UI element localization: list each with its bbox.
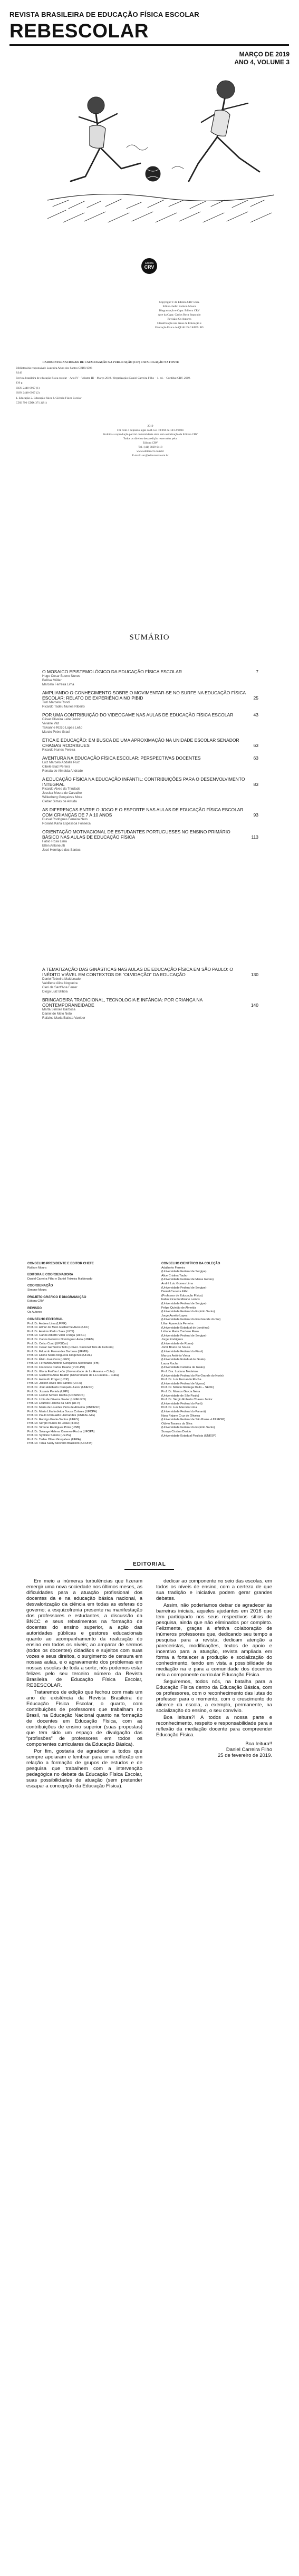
copyright-block: [121, 300, 237, 330]
editorial-title: EDITORIAL: [133, 1561, 166, 1567]
toc-entry-title-row: [42, 712, 258, 717]
board-member: Prof. Dr. Celso Conti (UFSCar): [27, 1342, 68, 1345]
toc-entry-title[interactable]: ÉTICA E EDUCAÇÃO: EM BUSCA DE UMA APROXIMAÇÃO NA UNIDADE ESCOLAR SENADOR CHAGAS RODRIGUES: [42, 738, 239, 748]
board-member: Prof. Dr. Élsio José Corá (UFFS): [27, 1358, 71, 1361]
editorial-paragraph: Trataremos de edição que fechou com mais um ano de existência da Revista Brasileira de Educação Física Escolar, o quarto, com contribuições de professores que trabalham no Brasil, na Educação Nacional quanto na formação de docentes em Educação Física, com as contribuições de ensino superior (suas propostas) que tem sido um espaço de divulgação das “profissões” de professores em todos os componentes curriculares da Educação Básica).: [26, 1689, 142, 1747]
board-member: Prof. Dr. Jailson Alves dos Santos (UFRJ): [27, 1382, 82, 1385]
board-section-heading: REVISÃO: [27, 1306, 42, 1310]
cataloging-line: ISSN 2448-0967 (1): [16, 386, 40, 390]
board-member: Prof. Dr. Márcio Nobrega Dalto – SEDF): [161, 1386, 214, 1390]
toc-entry-page: 7: [256, 669, 258, 674]
editorial-column-right: [156, 1578, 272, 1758]
publisher-link[interactable]: www.editoracrv.com.br: [137, 450, 164, 453]
toc-entry-title[interactable]: AMPLIANDO O CONHECIMENTO SOBRE O MOVIMENTAR-SE NO SURFE NA EDUCAÇÃO FÍSICA ESCOLAR: RELATO DE EXPERIÊNCIA NO PIBID: [42, 690, 246, 701]
toc-entry-author: José Henrique dos Santos: [42, 848, 81, 852]
board-member: Laura Rocha: [161, 1362, 179, 1365]
copyright-line: Educação Física de QUALIS CAPES: B5: [155, 326, 204, 329]
cover-rule: [9, 44, 289, 46]
toc-entry-author: Marcelo Ferreira Lima: [42, 683, 74, 686]
board-member: (Universidade Federal do Espírito Santo): [161, 1426, 215, 1430]
board-member: Simone Moura: [27, 1288, 47, 1292]
toc-entry[interactable]: [42, 755, 258, 773]
board-member: Prof. Dr. Lourdes Helena da Silva (UFV): [27, 1402, 80, 1405]
editorial-paragraph: Seguiremos, todos nós, na batalha para a Educação Física dentro da Educação Básica, com os professores, com o reconhecimento das lutas do professor para o momento, com o crescimento do alicerce da escola, a exemplo, permanente, na socialização do ensino, o seu convívio.: [156, 1679, 272, 1714]
board-member: Prof. Dr. Tadeu Oliver Gonçalves (UFPA): [27, 1438, 81, 1441]
board-section-heading: CONSELHO EDITORIAL: [27, 1318, 63, 1321]
copyright-line: Editor-chefe: Railson Moura: [162, 305, 196, 308]
toc-entry-author: Cibele Biaz Pereira: [42, 765, 70, 769]
board-member: (Universidade Federal do Pará): [161, 1402, 203, 1405]
issue-date: MARÇO DE 2019: [239, 51, 290, 58]
editorial-paragraph: Boa leitura?! A todos a nossa parte e reconhecimento, respeito e responsabilidade para a reflexão da mediação docente para compreender Educação Física.: [156, 1715, 272, 1738]
board-member: Prof. Dr. Josania Portela (UFPI): [27, 1390, 69, 1393]
board-section-heading: COORDENAÇÃO: [27, 1284, 53, 1288]
editorial-right-paragraphs: [156, 1578, 272, 1738]
toc-entry-author: Marta Simões Barbosa: [42, 1008, 75, 1011]
board-member: Railson Moura: [27, 1266, 47, 1270]
toc-entry-author: Luiz Marcelo Abdalla Ruiz: [42, 761, 80, 764]
editorial-title-rule: [124, 1569, 174, 1570]
cover-sketch-illustration: [47, 68, 274, 242]
board-member: Alice Cristina Taubo: [161, 1274, 188, 1277]
publisher-line: Todos os direitos desta edição reservados pela:: [123, 437, 178, 440]
toc-entry[interactable]: [42, 807, 258, 826]
toc-entry-title-row: [42, 669, 258, 674]
toc-entry-author: Rosana Karla Espessoa Fonseca: [42, 822, 91, 825]
board-member: Marcos Antônio Vieira: [161, 1354, 190, 1358]
board-member: Prof. Dr. Antônio Pedro Saes (UCS): [27, 1330, 74, 1333]
board-member: (Universidade Federal de Sergipe): [161, 1302, 207, 1305]
editorial-paragraph: Por fim, gostaria de agradecer a todos que sempre apoiaram e lembrar para uma reflexão em relação a formação de grupos de estudos e de pesquisa que trabalhem com a intervenção pedagógica no debate da Educação Física Escolar, suas possibilidades de atuação (sem pretender escapar a concepção da Educação Física).: [26, 1748, 142, 1789]
toc-entry[interactable]: [42, 738, 258, 752]
board-member: Prof. Dr. Carlos Federico Domínguez Avila (UNEB): [27, 1338, 94, 1341]
board-member: Adalberto Ferreira: [161, 1266, 186, 1270]
board-member: (Universidade Federal de Sergipe): [161, 1334, 207, 1338]
toc-entry-page: 43: [253, 712, 258, 717]
board-member: Prof. Dr. Luiz Fernando Rocha: [161, 1378, 201, 1382]
toc-entry-title[interactable]: AS DIFERENÇAS ENTRE O JOGO E O ESPORTE NAS AULAS DE EDUCAÇÃO FÍSICA ESCOLAR COM CRIANÇAS DE 7 A 10 ANOS: [42, 807, 244, 818]
editorial-sign-date: 25 de fevereiro de 2019.: [218, 1753, 272, 1758]
board-member: (Universidade de Roma): [161, 1342, 194, 1345]
board-member: Daniel Carreira Filho e Daniel Teixeira Maldonado: [27, 1277, 93, 1281]
toc-entry-author: Marcio Peixe Grael: [42, 730, 70, 734]
toc-entry-author: Cleri de Sant'Ana Ferrer: [42, 986, 78, 989]
toc-title: SUMÁRIO: [129, 633, 170, 642]
board-member: Prof. Dr. Tania Suely Azevedo Brasileiro (UFOPA): [27, 1442, 92, 1446]
toc-entry-author: Talvanne Rizzo Lopes Leão: [42, 726, 83, 730]
board-member: Prof. Dr. Maria de Lourdes Pinto de Almeida (UNOESC): [27, 1406, 101, 1409]
publisher-line: 2019: [147, 425, 153, 428]
toc-entry-title[interactable]: A EDUCAÇÃO FÍSICA NA EDUCAÇÃO INFANTIL: CONTRIBUIÇÕES PARA O DESENVOLVIMENTO INTEGRAL: [42, 776, 245, 787]
copyright-line: Classificação nas áreas de Educação e: [157, 322, 201, 325]
toc-entry-author: Diogo Luiz Bilbóa: [42, 990, 68, 994]
board-section-heading: CONSELHO PRESIDENTE E EDITOR CHEFE: [27, 1262, 94, 1265]
board-column-left: [27, 1262, 133, 1446]
toc-entry-author: Valdilene Aline Nogueira: [42, 981, 78, 985]
board-member: Prof. Dr. Sérgio Roberto Chaves Junior: [161, 1398, 213, 1402]
toc-entry-title[interactable]: ORIENTAÇÃO MOTIVACIONAL DE ESTUDANTES PORTUGUESES NO ENSINO PRIMÁRIO BÁSICO NAS AULAS DE EDUCAÇÃO FÍSICA: [42, 829, 230, 840]
cataloging-block: [16, 361, 206, 407]
toc-entry-page: 113: [251, 834, 258, 840]
cataloging-line: R349: [16, 371, 22, 375]
toc-entry-title[interactable]: A TEMATIZAÇÃO DAS GINÁSTICAS NAS AULAS DE EDUCAÇÃO FÍSICA EM SÃO PAULO: O INÉDITO VIÁVEL EM CONTEXTOS DE “OLVIDAÇÃO” DA EDUCAÇÃO: [42, 967, 233, 977]
board-section-heading: PROJETO GRÁFICO E DIAGRAMAÇÃO: [27, 1295, 86, 1299]
board-member: (Universidade Federal de São Paulo –UNIFESP): [161, 1418, 225, 1422]
toc-entry-author: Jessica Moura de Carvalho: [42, 791, 82, 795]
toc-entry-author: Daniel Teixeira Maldonado: [42, 977, 81, 981]
board-member: Editora CRV: [27, 1300, 44, 1303]
board-member: Prof. Dr. Luiz Marcelo Lima: [161, 1406, 197, 1410]
cataloging-title: DADOS INTERNACIONAIS DE CATALOGAÇÃO NA PUBLICAÇÃO (CIP) CATALOGAÇÃO NA FONTE: [42, 361, 179, 364]
editorial-paragraph: Em meio a inúmeras turbulências que fizeram emergir uma nova sociedade nos últimos meses, as dificuldades para a atuação profissional dos docentes da e na educação básica nacional, a desvalorização da ciência em todas as esferas do governo; a esquizofrenia presente na manifestação dos professores e estudantes, a discussão da BNCC e seus rebatimentos na formação de docentes do ensino superior, a ação das autoridades públicas e gestores educacionais quanto ao acompanhamento da realização do ensino em todos os níveis; ao amparar de sermos (todos os docentes) cidadãos e sujeitos com suas vozes e seus direitos, o surgimento de censura em nossas aulas, e o agravamento dos problemas em nossas escolas de toda a sorte, nós podemos estar felizes pelo seu terceiro número da Revista Brasileira de Educação Física Escolar, REBESCOLAR.: [26, 1578, 142, 1688]
board-member: (Universidade Federal do Espírito Santo): [161, 1310, 215, 1314]
board-member: (Universidade Federal de Minas Gerais): [161, 1278, 214, 1282]
toc-entry-page: 83: [253, 782, 258, 787]
board-member: Fabio Ricardo Mizuno Lemos: [161, 1298, 200, 1302]
toc-entry-title-row: [42, 690, 258, 701]
journal-series-title: REVISTA BRASILEIRA DE EDUCAÇÃO FÍSICA ESCOLAR: [9, 11, 199, 18]
toc-entry[interactable]: [42, 712, 258, 734]
editorial-signature: Daniel Carreira Filho: [226, 1747, 272, 1753]
copyright-line: Arte da Capa: Carlos Roca Segurado: [158, 313, 201, 317]
toc-entry-page: 63: [253, 755, 258, 761]
board-member: (Universidade Católica de Goiás): [161, 1366, 205, 1370]
toc-entry-author: Ricardo Nunes Pereira: [42, 748, 75, 752]
board-member: (Universidade de São Paulo): [161, 1394, 199, 1398]
board-member: (Universidade Estadual Paulista (UNESP): [161, 1434, 216, 1438]
board-member: Daniel Carreira Filho: [161, 1290, 189, 1294]
toc-entry-title-row: [42, 829, 258, 840]
toc-entry-title-row: [42, 807, 258, 818]
editorial-paragraph: Assim, não poderíamos deixar de agradecer às barreiras iniciais, aqueles ajudantes em 2016 que tem participado nos seus respectivos sítios de pesquisa, ainda que não eliminados por completo. Felizmente, graças à efetiva colaboração de inúmeros professores que, dedicando seu tempo a pesquisa para a revista, dedicam atenção a pareceristas, modificações, textos de apoio e incentivo para a atuação, revista ampliada em forma a fortalecer a produção e socialização do conhecimento, tendo em vista a possibilidade de mediação na e para a comunidade dos docentes nela a componente curricular Educação Física.: [156, 1602, 272, 1678]
board-member: Suraya Cristina Darido: [161, 1430, 191, 1433]
board-member: André Luiz Gomes Lima: [161, 1282, 194, 1285]
board-member: (Universidade Federal de Sergipe): [161, 1286, 207, 1290]
table-of-contents-page: [0, 611, 299, 943]
cataloging-line: 1. Educação 2. Educação física 3. Ciência Física Escolar: [16, 396, 82, 400]
board-member: Prof. Dr. Eduardo Fernandes Barbosa (UFMG): [27, 1350, 89, 1353]
publisher-logo: Editora CRV: [141, 258, 157, 274]
board-member: Prof. Dr. Francisco Carlos Duarte (PUC-PR): [27, 1366, 85, 1370]
board-member: Prof. Dra. Luciana Medeiros: [161, 1370, 198, 1374]
publisher-line: Foi feito o depósito legal conf. Lei 10.994 de 14/12/2004: [117, 429, 184, 432]
cataloging-line: 136 p.: [16, 381, 23, 385]
toc-entry-author: Hugo Cesar Bueno Nunes: [42, 674, 81, 678]
toc-entry-author: Viviane Vaz: [42, 722, 60, 725]
cover-page: [0, 0, 299, 295]
toc-entry-title-row: [42, 738, 258, 748]
toc-entry-author: Cleber Simas de Arruda: [42, 800, 77, 803]
board-member: Prof. Dr. Leonel Severo Rocha (UNISINOS): [27, 1394, 85, 1398]
toc-list: [42, 967, 258, 1024]
board-member: Lidiane Maria Cardoso Rosa: [161, 1330, 199, 1334]
publisher-line: Editora CRV: [142, 441, 158, 445]
board-member: Jomil Bruno de Sousa: [161, 1346, 190, 1350]
editorial-page: [0, 1554, 299, 2576]
board-member: (Universidade Federal do Paraná): [161, 1410, 206, 1413]
table-of-contents-continued-page: [0, 943, 299, 1248]
editorial-paragraph: dedicar ao componente no seio das escolas, em todos os níveis de ensino, com a certeza de que sua tradição e iniciativa podem gerar grandes debates.: [156, 1578, 272, 1601]
toc-entry[interactable]: [42, 829, 258, 852]
board-member: Prof. Dr. Simone Rodrigues Pinto (UNB): [27, 1425, 80, 1429]
board-member: (Universidade Federal do Rio Grande do Norte): [161, 1374, 224, 1378]
toc-entry-author: Daniel de Melo Neto: [42, 1012, 72, 1016]
toc-entry-page: 130: [250, 972, 258, 977]
toc-entry[interactable]: [42, 690, 258, 709]
journal-brand-title: REBESCOLAR: [9, 20, 149, 42]
board-member: Prof. Dr. Solange Helena Ximenes-Rocha (UFOPA): [27, 1430, 95, 1433]
board-member: (Universidade Estadual de Goiás): [161, 1358, 206, 1362]
board-member: Lilian Aparecida Ferreira: [161, 1322, 194, 1325]
board-member: Prof. Dr. Guillermo Arias Beatón (Universidade de La Havana – Cuba): [27, 1374, 119, 1378]
publisher-line: Tel.: (41) 3039-6418: [138, 446, 162, 449]
toc-entry-author: Renata de Almeida Andrade: [42, 769, 83, 773]
toc-entry-author: Ricardo Tadeu Nunes Ribeiro: [42, 705, 85, 709]
credits-page: [0, 295, 299, 611]
toc-entry-title[interactable]: O MOSAICO EPISTEMOLÓGICO DA EDUCAÇÃO FÍSICA ESCOLAR: [42, 669, 182, 674]
board-member: Prof. Dr. Sérgio Nunes de Jesus (IFRO): [27, 1422, 80, 1425]
cataloging-line: CDU 796 CDD: 371.1(81): [16, 401, 47, 405]
board-member: Jorge Rodrigues: [161, 1338, 184, 1342]
toc-entry-page: 93: [253, 812, 258, 818]
board-member: (Universidade Federal de Viçosa): [161, 1382, 205, 1385]
board-member: (Universidade Federal do Piauí): [161, 1350, 203, 1354]
board-member: Prof. Dr. João Adalberto Campato Junior (UNESP): [27, 1386, 93, 1390]
board-member: Prof. Dr. Paulo Romualdo Hernandes (UNIFAL-MG): [27, 1414, 95, 1418]
board-member: Jorge Aurelio Lopes: [161, 1314, 188, 1318]
board-column-right: [161, 1262, 267, 1438]
board-member: (Universidade Federal do Rio Grande do Sul): [161, 1318, 221, 1322]
toc-entry-title-row: [42, 967, 258, 977]
toc-entry-title[interactable]: POR UMA CONTRIBUIÇÃO DO VIDEOGAME NAS AULAS DE EDUCAÇÃO FÍSICA ESCOLAR: [42, 712, 234, 717]
toc-entry-author: Ellen Antoneutti: [42, 844, 65, 848]
board-member: Nara Rejane Cruz de Oliveira: [161, 1414, 200, 1418]
board-member: Felipe Quintão de Almeida: [161, 1306, 196, 1310]
board-member: (Universidade Federal de Sergipe): [161, 1270, 207, 1274]
board-member: Prof. Dr. Rodrigo Pratte-Santos (UFES): [27, 1418, 79, 1421]
toc-list: [42, 669, 258, 856]
board-member: Otávio Tavares da Silva: [161, 1422, 192, 1425]
board-member: Prof. Dr. Maria Lília Imbiriba Sousa Colares (UFOPA): [27, 1410, 97, 1413]
toc-entry-page: 63: [253, 743, 258, 748]
toc-entry-author: Tuzi Marcelo Rondi: [42, 701, 71, 704]
board-member: Prof. Dr. Carlos Alberto Vidal França (UFSC): [27, 1334, 86, 1338]
publisher-email[interactable]: E-mail: sac@editoracrv.com.br: [132, 454, 169, 457]
toc-entry[interactable]: [42, 997, 258, 1020]
board-member: Prof. Dr. Sydione Santos (UEPG): [27, 1434, 71, 1438]
board-member: Prof. Dr. Andrea Lima (UFPR): [27, 1322, 66, 1325]
toc-entry-author: Wilkerberg Gonçalves Mota: [42, 795, 82, 799]
board-section-heading: EDITORA E COORDENADORA: [27, 1273, 73, 1277]
toc-entry-page: 140: [250, 1002, 258, 1008]
copyright-line: Copyright © da Editora CRV Ltda.: [159, 301, 200, 304]
copyright-line: Revisão: Os Autores: [167, 318, 191, 321]
cataloging-line: ISSN 2448-0967 (2): [16, 391, 40, 395]
board-member: (Professor de Educação Física): [161, 1294, 203, 1297]
board-section-heading: CONSELHO CIENTÍFICO DA COLEÇÃO: [161, 1262, 220, 1265]
toc-entry-title-row: [42, 755, 258, 761]
editorial-closing: Boa leitura!!: [245, 1741, 272, 1747]
editorial-column-left: [26, 1578, 142, 1790]
board-member: Os Autores: [27, 1311, 42, 1314]
publisher-line: Proibida a reprodução parcial ou total desta obra sem autorização da Editora CRV: [102, 433, 198, 436]
board-member: Prof. Dr. Lídia de Oliveira Xavier (UNIEURO): [27, 1398, 86, 1401]
toc-entry[interactable]: [42, 967, 258, 994]
toc-entry-page: 25: [253, 695, 258, 701]
board-member: Prof. Dr. Arthur de Melo Guilherme Alves (UFF): [27, 1326, 89, 1330]
board-member: Prof. Dr. Marcos Garcia Neira: [161, 1390, 200, 1393]
board-member: Prof. Dr. Elione Maria Nogueira Diogenes (UFAL): [27, 1354, 92, 1358]
toc-entry[interactable]: [42, 776, 258, 804]
toc-entry-title[interactable]: AVENTURA NA EDUCAÇÃO FÍSICA ESCOLAR: PERSPECTIVAS DOCENTES: [42, 755, 201, 761]
toc-entry-author: Ricardo Alves da Trindade: [42, 787, 81, 791]
board-member: Prof. Dr. Cesar Gerónimo Tello (Univer. Nacional Três de Febrero): [27, 1346, 114, 1350]
publisher-info-block: [95, 424, 206, 458]
cataloging-line: Revista brasileira de educação física escolar – Ano IV – Volume III – Março 2019 / Organização: Daniel Carreira Filho – 1. ed. – Curitiba: CRV, 2019.: [16, 376, 191, 380]
toc-entry-author: Durval Rodrigues Ferreira Neto: [42, 818, 88, 821]
toc-entry-title-row: [42, 997, 258, 1008]
toc-entry-title[interactable]: BRINCADEIRA TRADICIONAL, TECNOLOGIA E INFÂNCIA: POR CRIANÇA NA CONTEMPORANEIDADE: [42, 997, 202, 1008]
toc-entry-author: Bellisa Müller: [42, 679, 62, 682]
toc-entry[interactable]: [42, 669, 258, 687]
copyright-line: Diagramação e Capa: Editora CRV: [159, 309, 200, 312]
toc-entry-author: César Oliveira Leite Junior: [42, 717, 81, 721]
board-member: Prof. Dr. Fernando Antônio Gonçalves Alcoforado (IPB): [27, 1362, 100, 1365]
board-member: (Universidade Estadual de Londrina): [161, 1326, 209, 1330]
toc-entry-author: Fábio Rosa Lima: [42, 840, 67, 843]
issue-volume: ANO 4, VOLUME 3: [234, 58, 290, 66]
board-member: Prof. Dr. Helmuth Krüger (UCP): [27, 1378, 69, 1381]
cataloging-subtitle: Bibliotecária responsável: Luzenira Alves dos Santos CRB9/1506: [16, 366, 92, 370]
board-member: Prof. Dr. Gloria Fariñas León (Universidade de La Havana – Cuba): [27, 1370, 115, 1373]
toc-entry-title-row: [42, 776, 258, 787]
toc-entry-author: Rafaine Maria Batista Vanleer: [42, 1016, 85, 1020]
editorial-board-page: [0, 1248, 299, 1554]
